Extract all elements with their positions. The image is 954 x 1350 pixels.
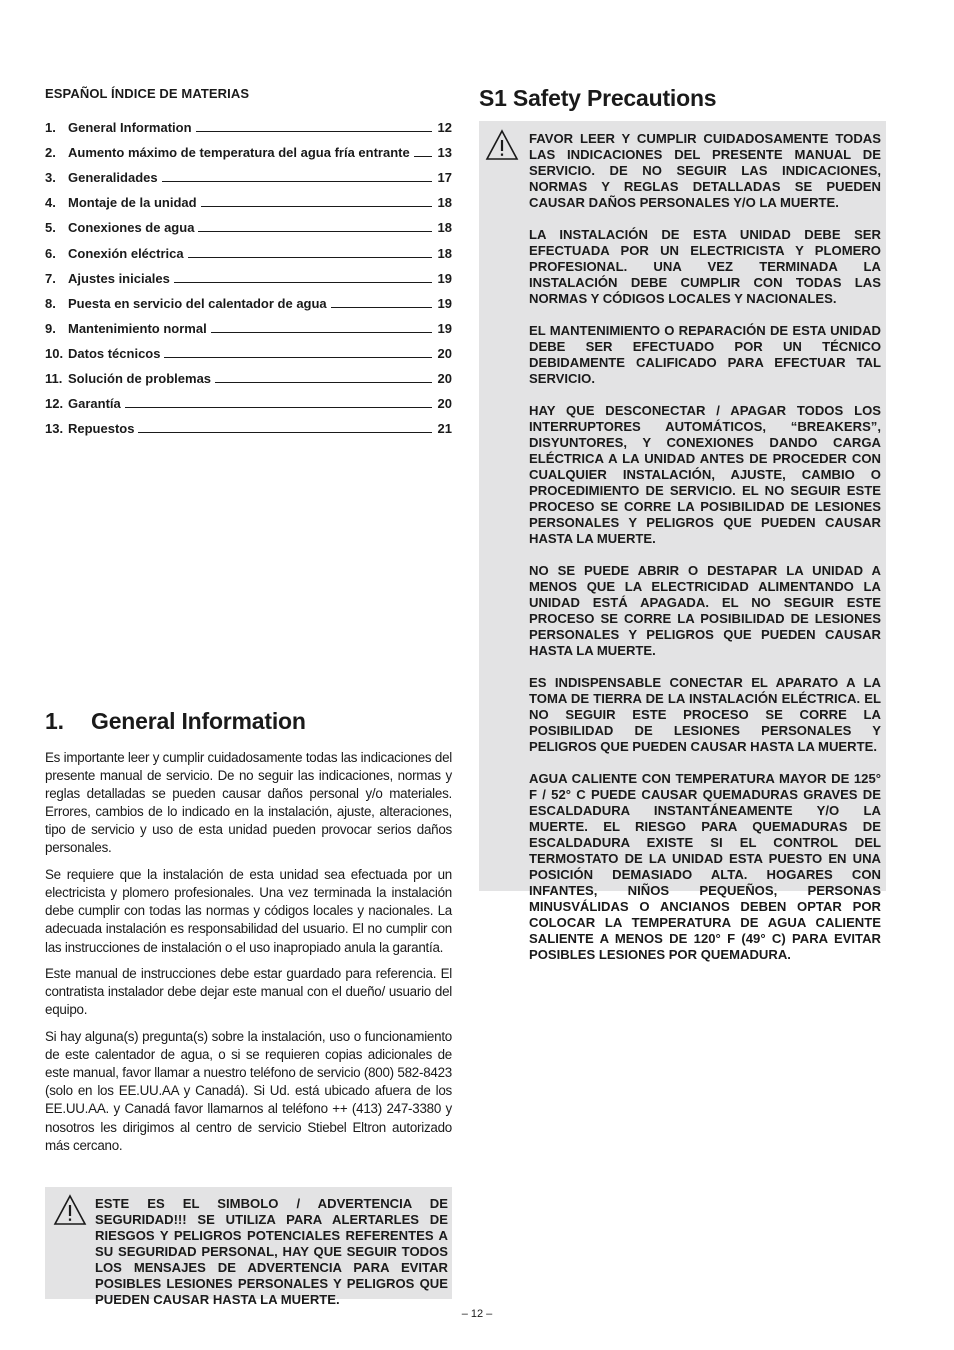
page-number: – 12 – [461,1308,493,1320]
toc-item[interactable] [45,160,452,185]
body-paragraph: Si hay alguna(s) pregunta(s) sobre la instalación, uso o funcionamiento de este calentador de agua, o si se requieren copias adicionales de este manual, favor llamar a nuestro teléfono de servicio (800) 582-8423 (solo en los EE.UU.AA y Canadá). Si Ud. está ubicado afuera de los EE.UU.AA. y Canadá favor llamarnos al teléfono ++ (413) 247-3380 y nosotros les dirigimos al centro de servicio Stiebel Eltron autorizado más cercano. [45,1029,452,1153]
toc-leader-line [162,181,432,182]
general-information-body [45,749,452,1163]
toc-item-title: Ajustes iniciales [68,270,170,286]
toc-item-title: Datos técnicos [68,345,161,361]
toc-item-title: General Information [68,120,192,136]
warning-paragraph: ESTE ES EL SIMBOLO / ADVERTENCIA DE SEGURIDAD!!! SE UTILIZA PARA ALERTARLES DE RIESGOS Y PELIGROS POTENCIALES REFERENTES A SU SEGURIDAD PERSONAL, HAY QUE SEGUIR TODOS LOS MENSAJES DE ADVERTENCIA PARA EVITAR POSIBLES LESIONES PERSONALES Y PELIGROS QUE PUEDEN CAUSAR HASTA LA MUERTE. [95,1196,448,1307]
safety-paragraph: AGUA CALIENTE CON TEMPERATURA MAYOR DE 125° F / 52° C PUEDE CAUSAR QUEMADURAS GRAVES DE ESCALDADURA INSTANTÁNEAMENTE Y/O LA MUERTE. EL RIESGO PARA QUEMADURAS DE ESCALDADURA EXISTE SI EL CONTROL DEL TERMOSTATO DE LA UNIDAD ESTA PUESTO EN UNA POSICIÓN DEMASIADO ALTA. HOGARES CON INFANTES, NIÑOS PEQUEÑOS, PERSONAS MINUSVÁLIDAS O ANCIANOS DEBEN OPTAR POR COLOCAR LA TEMPERATURA DE AGUA CALIENTE SALIENTE A MENOS DE 120° F (49° C) PARA EVITAR POSIBLES LESIONES POR QUEMADURA. [529,771,881,962]
toc-item-page: 19 [437,270,452,286]
toc-item[interactable] [45,261,452,286]
toc-leader-line [215,382,432,383]
toc-list [45,110,452,436]
toc-item-title: Repuestos [68,421,135,437]
toc-item-title: Generalidades [68,170,158,186]
toc-item-page: 18 [437,195,452,211]
toc-leader-line [138,432,432,433]
toc-item[interactable] [45,386,452,411]
section-number: 1. [45,708,64,734]
toc-item-title: Solución de problemas [68,371,212,387]
section-title: General Information [91,708,306,734]
toc-item-page: 17 [437,170,452,186]
toc-item-number: 2. [45,145,56,161]
toc-item[interactable] [45,411,452,436]
toc-item-title: Conexiones de agua [68,220,195,236]
warning-triangle-icon [53,1194,87,1226]
safety-paragraph: HAY QUE DESCONECTAR / APAGAR TODOS LOS INTERRUPTORES AUTOMÁTICOS, “BREAKERS”, DISYUNTORES, Y CONEXIONES DANDO CARGA ELÉCTRICA A LA UNIDAD ANTES DE PROCEDER CON CUALQUIER INSTALACIÓN, AJUSTE, CAMBIO O PROCEDIMIENTO DE SERVICIO. EL NO SEGUIR ESTE PROCESO SE CORRE LA POSIBILIDAD DE LESIONES PERSONALES Y PELIGROS QUE PUEDEN CAUSAR HASTA LA MUERTE. [529,403,881,546]
toc-item-title: Puesta en servicio del calentador de agua [68,295,327,311]
toc-item-page: 20 [437,371,452,387]
toc-item-number: 9. [45,320,56,336]
toc-item-page: 18 [437,245,452,261]
toc-item-page: 19 [437,295,452,311]
safety-paragraph: LA INSTALACIÓN DE ESTA UNIDAD DEBE SER EFECTUADA POR UN ELECTRICISTA Y PLOMERO PROFESIONAL. UNA VEZ TERMINADA LA INSTALACIÓN DEBE CUMPLIR CON TODAS LAS NORMAS Y CÓDIGOS LOCALES Y NACIONALES. [529,227,881,306]
toc-item-page: 19 [437,320,452,336]
toc-leader-line [125,407,432,408]
toc-heading: ESPAÑOL ÍNDICE DE MATERIAS [45,86,250,101]
toc-item-number: 8. [45,295,56,311]
toc-leader-line [198,231,432,232]
toc-leader-line [164,357,432,358]
safety-paragraph: NO SE PUEDE ABRIR O DESTAPAR LA UNIDAD A MENOS QUE LA ELECTRICIDAD ALIMENTANDO LA UNIDAD ESTÁ APAGADA. EL NO SEGUIR ESTE PROCESO SE CORRE LA POSIBILIDAD DE LESIONES PERSONALES Y PELIGROS QUE PUEDEN CAUSAR HASTA LA MUERTE. [529,563,881,658]
toc-leader-line [211,332,432,333]
toc-item-page: 12 [437,120,452,136]
toc-item-number: 13. [45,421,64,437]
toc-leader-line [196,131,432,132]
general-information-heading [45,708,306,735]
toc-item[interactable] [45,311,452,336]
toc-item-title: Mantenimiento normal [68,320,207,336]
toc-item-number: 4. [45,195,56,211]
table-of-contents [45,86,452,436]
toc-item[interactable] [45,135,452,160]
toc-item-page: 20 [437,396,452,412]
toc-item-number: 12. [45,396,64,412]
toc-item-number: 3. [45,170,56,186]
toc-item[interactable] [45,185,452,210]
body-paragraph: Es importante leer y cumplir cuidadosamente todas las indicaciones del presente manual de servicio. De no seguir las indicaciones, normas y reglas detalladas se pueden causar daños personal y/o materiales. Errores, cambios de lo indicado en la instalación, ajuste, alteraciones, tipo de servicio y uso de esta unidad pueden provocar serios daños personales. [45,750,452,856]
toc-leader-line [201,206,432,207]
toc-item-page: 21 [437,421,452,437]
toc-item-title: Montaje de la unidad [68,195,197,211]
safety-paragraph: FAVOR LEER Y CUMPLIR CUIDADOSAMENTE TODAS LAS INDICACIONES DEL PRESENTE MANUAL DE SERVICIO. DE NO SEGUIR LAS INDICACIONES, NORMAS Y REGLAS DETALLADAS SE PUEDEN CAUSAR DAÑOS PERSONALES Y/O LA MUERTE. [529,131,881,210]
toc-item-title: Garantía [68,396,121,412]
toc-item[interactable] [45,336,452,361]
safety-paragraph: EL MANTENIMIENTO O REPARACIÓN DE ESTA UNIDAD DEBE SER EFECTUADO POR UN TÉCNICO DEBIDAMENTE CALIFICADO PARA EFECTUAR TAL SERVICIO. [529,323,881,386]
safety-symbol-warning-box [45,1187,452,1307]
toc-item-number: 6. [45,245,56,261]
body-paragraph: Se requiere que la instalación de esta unidad sea efectuada por un electricista y plomero profesionales. Una vez terminada la instalación debe cumplir con todas las normas y códigos locales y nacionales. La adecuada instalación es responsabilidad del usuario. El no cumplir con las instrucciones de instalación o el uso inapropiado anula la garantía. [45,867,452,955]
toc-item[interactable] [45,110,452,135]
toc-leader-line [331,307,432,308]
toc-item-page: 20 [437,345,452,361]
toc-item-number: 10. [45,345,64,361]
toc-item[interactable] [45,286,452,311]
toc-item-title: Conexión eléctrica [68,245,184,261]
toc-item-number: 11. [45,371,63,387]
toc-item-page: 13 [437,145,452,161]
toc-item-title: Aumento máximo de temperatura del agua fría entrante [68,145,410,161]
toc-item-number: 7. [45,270,56,286]
warning-text [95,1196,448,1308]
toc-leader-line [188,257,432,258]
safety-paragraph: ES INDISPENSABLE CONECTAR EL APARATO A LA TOMA DE TIERRA DE LA INSTALACIÓN ELÉCTRICA. EL NO SEGUIR ESTE PROCESO SE CORRE LA POSIBILIDAD DE LESIONES PERSONALES Y PELIGROS QUE PUEDEN CAUSAR HASTA LA MUERTE. [529,675,881,754]
toc-item-number: 1. [45,120,56,136]
safety-precautions-box [479,121,886,962]
safety-precautions-heading: S1 Safety Precautions [479,85,717,111]
warning-triangle-icon [485,129,519,161]
toc-leader-line [174,282,432,283]
toc-item[interactable] [45,361,452,386]
toc-item-page: 18 [437,220,452,236]
body-paragraph: Este manual de instrucciones debe estar guardado para referencia. El contratista instalador debe dejar este manual con el dueño/ usuario del equipo. [45,966,452,1018]
toc-leader-line [414,156,432,157]
safety-precautions-text [529,131,881,963]
toc-item[interactable] [45,210,452,235]
toc-item[interactable] [45,235,452,260]
toc-item-number: 5. [45,220,56,236]
